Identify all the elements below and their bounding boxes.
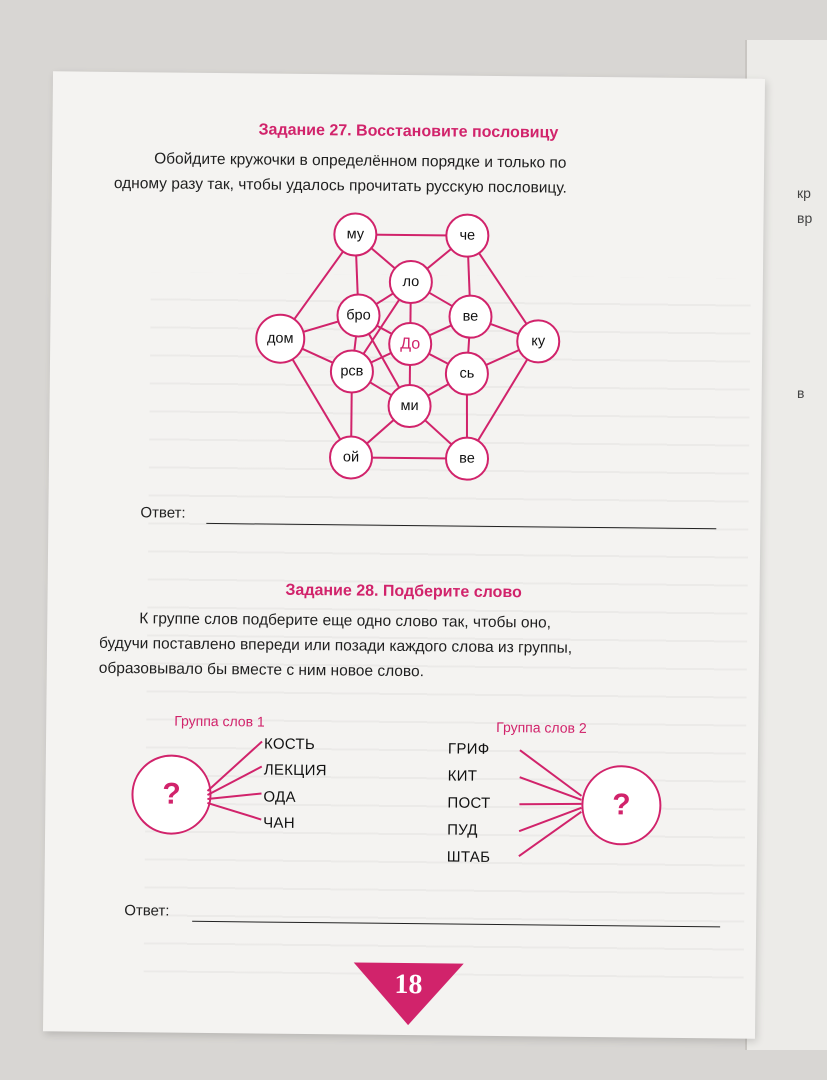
task28-instruction-line3: образовывало бы вместе с ним новое слово. [98,659,425,681]
task27-answer-label: Ответ: [140,504,186,522]
node-do-label: До [400,335,421,353]
group1-title: Группа слов 1 [174,712,265,730]
node-ve-bot-label: ве [459,450,475,467]
node-oj-label: ой [342,449,360,466]
group2-connector-lines [515,740,586,861]
group2-word: ГРИФ [447,740,490,758]
group1-question-circle [131,754,212,835]
node-mu-label: му [346,226,365,243]
group1-word: ЛЕКЦИЯ [263,761,327,780]
task27-instruction-line1: Обойдите кружочки в определённом порядке и только по [154,150,567,172]
proverb-circle-graph [249,208,572,501]
node-che-label: че [459,227,476,244]
group1-word: ОДА [263,788,296,806]
next-page-fragment-1: кр [797,185,811,201]
page-number: 18 [394,968,423,1001]
group2-question-mark: ? [612,788,631,822]
group2-word: КИТ [447,767,478,785]
group2-title: Группа слов 2 [496,718,587,736]
node-rsv-label: рсв [340,363,364,380]
node-bro-label: бро [346,307,371,324]
group2-word: ПУД [447,821,478,839]
node-mi-label: ми [400,397,419,415]
task27-instruction [114,146,714,202]
group1-word: КОСТЬ [263,735,316,754]
page-number-badge [353,962,464,1033]
group1-question-mark: ? [162,777,181,811]
group2-question-circle [581,765,662,846]
workbook-page [43,71,765,1038]
task28-answer-field[interactable] [192,921,720,928]
node-lo-label: ло [402,273,420,291]
group2-word: ПОСТ [447,794,491,812]
node-ve-mid-label: ве [462,308,479,325]
node-ku-label: ку [531,333,546,350]
task27-title: Задание 27. Восстановите пословицу [258,121,559,142]
node-s-label: сь [459,365,475,382]
next-page-fragment-3: в [797,385,805,401]
task28-title: Задание 28. Подберите слово [285,581,522,602]
group1-word: ЧАН [263,814,296,832]
task28-instruction-line1: К группе слов подберите еще одно слово так, чтобы оно, [139,610,552,632]
task27-instruction-line2: одному разу так, чтобы удалось прочитать русскую пословицу. [113,174,567,197]
task27-answer-field[interactable] [206,523,716,529]
task28-instruction-line2: будучи поставлено впереди или позади каждого слова из группы, [98,634,573,657]
group2-word: ШТАБ [446,848,491,866]
task28-instruction [99,606,720,687]
node-dom-label: дом [266,330,294,347]
group1-connector-lines [205,733,266,834]
next-page-fragment-2: вр [797,210,813,226]
task28-answer-label: Ответ: [124,902,170,920]
